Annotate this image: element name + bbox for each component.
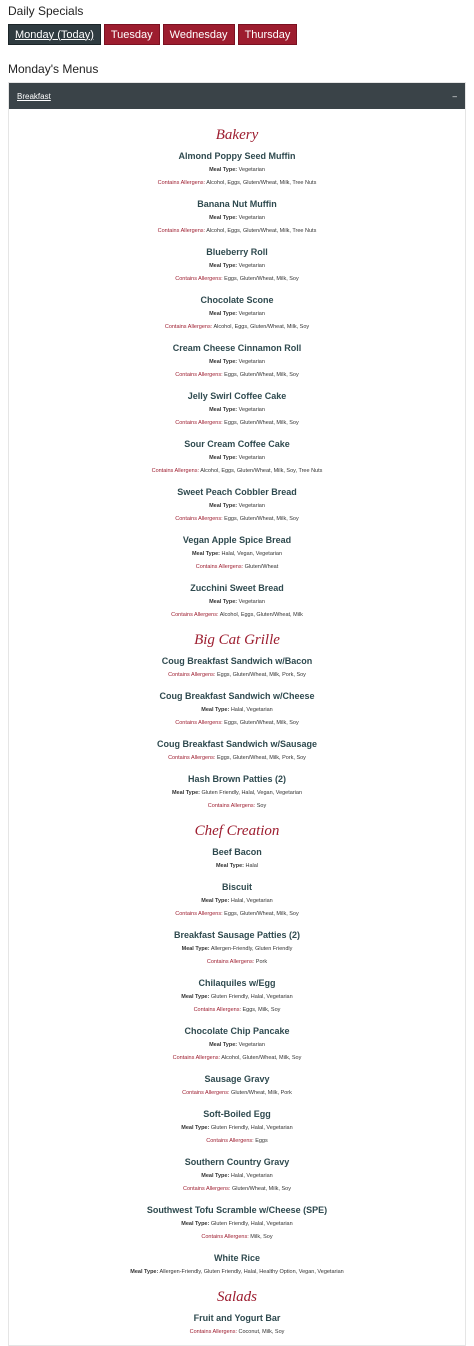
day-tabs	[8, 24, 466, 45]
menu-item-name[interactable]: Hash Brown Patties (2)	[187, 774, 287, 784]
allergens-value: Alcohol, Eggs, Gluten/Wheat, Milk, Soy	[213, 324, 310, 330]
meal-type-label: Meal Type:	[209, 1042, 238, 1048]
menu-item	[9, 927, 465, 969]
meal-type-line	[9, 452, 465, 465]
meal-type-value: Vegetarian	[238, 503, 265, 509]
page-title: Daily Specials	[8, 4, 84, 18]
menu-item	[9, 244, 465, 286]
meal-type-line	[9, 860, 465, 873]
allergens-line	[9, 369, 465, 382]
menu-item	[9, 771, 465, 813]
station-name: Bakery	[215, 127, 259, 143]
meal-type-line	[9, 943, 465, 956]
menu-item-name[interactable]: Biscuit	[221, 882, 252, 892]
meal-type-label: Meal Type:	[181, 994, 210, 1000]
allergens-line	[9, 561, 465, 574]
allergens-label: Contains Allergens:	[189, 1329, 237, 1335]
collapse-icon[interactable]: –	[452, 91, 457, 101]
day-tab[interactable]: Tuesday	[104, 24, 160, 45]
allergens-line	[9, 1135, 465, 1148]
allergens-label: Contains Allergens:	[206, 1138, 254, 1144]
station-section	[9, 127, 465, 622]
menu-item-name[interactable]: Fruit and Yogurt Bar	[193, 1313, 281, 1323]
meal-type-value: Vegetarian	[238, 311, 265, 317]
meal-type-label: Meal Type:	[181, 1125, 210, 1131]
allergens-label: Contains Allergens:	[157, 180, 206, 186]
meal-type-value: Halal, Vegetarian	[230, 1173, 273, 1179]
menu-item	[9, 879, 465, 921]
menu-item	[9, 1250, 465, 1279]
allergens-line	[9, 513, 465, 526]
menu-item-name[interactable]: Coug Breakfast Sandwich w/Bacon	[161, 656, 313, 666]
meal-type-value: Vegetarian	[238, 599, 265, 605]
meal-type-line	[9, 260, 465, 273]
allergens-label: Contains Allergens:	[151, 468, 199, 474]
allergens-line	[9, 908, 465, 921]
allergens-label: Contains Allergens:	[164, 324, 213, 330]
station-section	[9, 1289, 465, 1339]
menu-item	[9, 1106, 465, 1148]
allergens-label: Contains Allergens:	[175, 372, 223, 378]
allergens-value: Eggs, Gluten/Wheat, Milk, Soy	[224, 516, 299, 522]
allergens-line	[9, 225, 465, 238]
meal-type-value: Vegetarian	[238, 167, 265, 173]
meal-type-value: Halal, Vegetarian	[230, 898, 273, 904]
meal-type-label: Meal Type:	[201, 898, 230, 904]
menu-item	[9, 1154, 465, 1196]
meal-type-label: Meal Type:	[201, 1173, 230, 1179]
meal-type-label: Meal Type:	[191, 551, 220, 557]
allergens-value: Alcohol, Eggs, Gluten/Wheat, Milk, Tree Nuts	[206, 180, 317, 186]
menu-item-name[interactable]: Chilaquiles w/Egg	[198, 978, 276, 988]
allergens-value: Eggs, Gluten/Wheat, Milk, Pork, Soy	[216, 672, 306, 678]
menu-item-name[interactable]: Coug Breakfast Sandwich w/Sausage	[156, 739, 318, 749]
allergens-label: Contains Allergens:	[171, 612, 219, 618]
menu-item-name[interactable]: Southern Country Gravy	[184, 1157, 290, 1167]
meal-type-label: Meal Type:	[201, 707, 230, 713]
meal-type-line	[9, 1122, 465, 1135]
menu-item	[9, 1023, 465, 1065]
meal-type-line	[9, 1039, 465, 1052]
station-name: Salads	[216, 1289, 257, 1305]
allergens-label: Contains Allergens:	[175, 720, 223, 726]
allergens-line	[9, 752, 465, 765]
meal-type-line	[9, 548, 465, 561]
day-tab[interactable]: Wednesday	[163, 24, 235, 45]
meal-type-value: Gluten Friendly, Halal, Vegetarian	[210, 1125, 293, 1131]
meal-type-line	[9, 164, 465, 177]
menu-item	[9, 436, 465, 478]
meal-type-label: Meal Type:	[130, 1269, 159, 1275]
station-name: Chef Creation	[194, 823, 280, 839]
station-section	[9, 632, 465, 813]
meal-type-value: Vegetarian	[238, 359, 265, 365]
allergens-value: Coconut, Milk, Soy	[238, 1329, 285, 1335]
allergens-line	[9, 273, 465, 286]
menu-item	[9, 653, 465, 682]
allergens-label: Contains Allergens:	[195, 564, 244, 570]
menu-item-name[interactable]: Coug Breakfast Sandwich w/Cheese	[159, 691, 315, 701]
allergens-value: Eggs, Gluten/Wheat, Milk, Soy	[224, 720, 299, 726]
allergens-label: Contains Allergens:	[183, 1186, 231, 1192]
day-tab[interactable]: Thursday	[238, 24, 298, 45]
menus-title: Monday's Menus	[8, 62, 99, 76]
menu-item	[9, 532, 465, 574]
allergens-line	[9, 1326, 465, 1339]
allergens-line	[9, 800, 465, 813]
allergens-line	[9, 956, 465, 969]
menu-item-name[interactable]: White Rice	[213, 1253, 260, 1263]
allergens-label: Contains Allergens:	[175, 276, 223, 282]
menu-item	[9, 148, 465, 190]
menu-item	[9, 1310, 465, 1339]
allergens-value: Eggs, Gluten/Wheat, Milk, Pork, Soy	[216, 755, 306, 761]
allergens-line	[9, 1231, 465, 1244]
meal-type-label: Meal Type:	[181, 946, 210, 952]
meal-type-label: Meal Type:	[215, 863, 244, 869]
allergens-label: Contains Allergens:	[175, 420, 223, 426]
allergens-line	[9, 717, 465, 730]
allergens-value: Alcohol, Eggs, Gluten/Wheat, Milk, Soy, Tree Nuts	[200, 468, 323, 474]
menu-item-name[interactable]: Beef Bacon	[212, 847, 262, 857]
meal-type-label: Meal Type:	[209, 215, 238, 221]
allergens-value: Pork	[255, 959, 268, 965]
meal-type-value: Vegetarian	[238, 455, 265, 461]
meal-type-line	[9, 1266, 465, 1279]
allergens-line	[9, 177, 465, 190]
allergens-value: Soy	[256, 803, 267, 809]
page	[0, 4, 474, 1346]
meal-type-line	[9, 500, 465, 513]
allergens-value: Alcohol, Gluten/Wheat, Milk, Soy	[221, 1055, 302, 1061]
meal-accordion	[8, 82, 466, 1346]
allergens-value: Gluten/Wheat	[244, 564, 279, 570]
menu-item	[9, 292, 465, 334]
menu-item-name[interactable]: Vegan Apple Spice Bread	[182, 535, 292, 545]
meal-type-label: Meal Type:	[209, 407, 238, 413]
allergens-label: Contains Allergens:	[168, 672, 216, 678]
meal-type-value: Allergen-Friendly, Gluten Friendly, Halal, Healthy Option, Vegan, Vegetarian	[159, 1269, 344, 1275]
allergens-value: Gluten/Wheat, Milk, Soy	[231, 1186, 291, 1192]
allergens-label: Contains Allergens:	[168, 755, 216, 761]
menu-item-name[interactable]: Cream Cheese Cinnamon Roll	[172, 343, 302, 353]
meal-type-label: Meal Type:	[181, 1221, 210, 1227]
menu-item-name[interactable]: Sweet Peach Cobbler Bread	[177, 487, 297, 497]
menu-item	[9, 736, 465, 765]
meal-type-line	[9, 704, 465, 717]
allergens-line	[9, 669, 465, 682]
meal-type-value: Halal	[245, 863, 259, 869]
allergens-label: Contains Allergens:	[182, 1090, 230, 1096]
menu-item-name[interactable]: Breakfast Sausage Patties (2)	[173, 930, 301, 940]
menu-item-name[interactable]: Almond Poppy Seed Muffin	[178, 151, 296, 161]
meal-type-value: Vegetarian	[238, 1042, 265, 1048]
meal-type-label: Meal Type:	[171, 790, 200, 796]
allergens-line	[9, 1183, 465, 1196]
meal-type-value: Vegetarian	[238, 263, 265, 269]
meal-type-value: Halal, Vegan, Vegetarian	[221, 551, 283, 557]
allergens-label: Contains Allergens:	[175, 516, 223, 522]
allergens-label: Contains Allergens:	[201, 1234, 249, 1240]
accordion-header-breakfast[interactable]	[9, 83, 465, 109]
allergens-value: Alcohol, Eggs, Gluten/Wheat, Milk, Tree Nuts	[206, 228, 317, 234]
menu-item	[9, 844, 465, 873]
allergens-value: Gluten/Wheat, Milk, Pork	[231, 1090, 292, 1096]
day-tab[interactable]: Monday (Today)	[8, 24, 101, 45]
meal-type-line	[9, 596, 465, 609]
allergens-value: Eggs, Gluten/Wheat, Milk, Soy	[224, 276, 299, 282]
meal-type-label: Meal Type:	[209, 599, 238, 605]
allergens-line	[9, 465, 465, 478]
meal-type-label: Meal Type:	[209, 455, 238, 461]
allergens-value: Eggs, Gluten/Wheat, Milk, Soy	[224, 420, 299, 426]
meal-type-line	[9, 404, 465, 417]
meal-type-line	[9, 356, 465, 369]
menu-item	[9, 580, 465, 622]
meal-type-value: Vegetarian	[238, 407, 265, 413]
menu-item-name[interactable]: Soft-Boiled Egg	[203, 1109, 271, 1119]
allergens-label: Contains Allergens:	[157, 228, 206, 234]
menu-item-name[interactable]: Sausage Gravy	[204, 1074, 270, 1084]
station-name: Big Cat Grille	[194, 632, 280, 648]
meal-type-label: Meal Type:	[209, 359, 238, 365]
menu-item	[9, 1202, 465, 1244]
allergens-value: Eggs, Gluten/Wheat, Milk, Soy	[224, 372, 299, 378]
allergens-line	[9, 417, 465, 430]
meal-type-value: Gluten Friendly, Halal, Vegetarian	[210, 994, 293, 1000]
menu-item-name[interactable]: Zucchini Sweet Bread	[190, 583, 284, 593]
meal-type-line	[9, 1170, 465, 1183]
meal-type-label: Meal Type:	[209, 503, 238, 509]
meal-type-value: Gluten Friendly, Halal, Vegetarian	[210, 1221, 293, 1227]
menu-item	[9, 975, 465, 1017]
meal-type-value: Allergen-Friendly, Gluten Friendly	[210, 946, 293, 952]
allergens-line	[9, 1087, 465, 1100]
meal-type-line	[9, 308, 465, 321]
allergens-line	[9, 609, 465, 622]
station-section	[9, 823, 465, 1279]
meal-type-value: Vegetarian	[238, 215, 265, 221]
menu-item-name[interactable]: Banana Nut Muffin	[197, 199, 277, 209]
allergens-value: Eggs, Milk, Soy	[242, 1007, 281, 1013]
menu-item-name[interactable]: Southwest Tofu Scramble w/Cheese (SPE)	[146, 1205, 328, 1215]
meal-type-value: Halal, Vegetarian	[230, 707, 273, 713]
allergens-label: Contains Allergens:	[206, 959, 255, 965]
meal-type-label: Meal Type:	[209, 263, 238, 269]
allergens-line	[9, 321, 465, 334]
allergens-value: Eggs, Gluten/Wheat, Milk, Soy	[224, 911, 299, 917]
accordion-body	[9, 109, 465, 1339]
menu-item	[9, 1071, 465, 1100]
menu-item	[9, 340, 465, 382]
menu-item	[9, 388, 465, 430]
meal-type-line	[9, 787, 465, 800]
allergens-value: Alcohol, Eggs, Gluten/Wheat, Milk	[219, 612, 303, 618]
allergens-label: Contains Allergens:	[193, 1007, 241, 1013]
meal-type-line	[9, 1218, 465, 1231]
allergens-label: Contains Allergens:	[175, 911, 223, 917]
meal-type-line	[9, 212, 465, 225]
menu-item-name[interactable]: Jelly Swirl Coffee Cake	[187, 391, 287, 401]
meal-type-label: Meal Type:	[209, 167, 238, 173]
meal-type-line	[9, 895, 465, 908]
meal-type-value: Gluten Friendly, Halal, Vegan, Vegetarian	[201, 790, 303, 796]
meal-type-label: Meal Type:	[209, 311, 238, 317]
menu-item-name[interactable]: Chocolate Scone	[200, 295, 274, 305]
menu-item	[9, 484, 465, 526]
allergens-label: Contains Allergens:	[172, 1055, 221, 1061]
menu-item-name[interactable]: Chocolate Chip Pancake	[184, 1026, 290, 1036]
menu-item	[9, 196, 465, 238]
allergens-value: Eggs	[255, 1138, 268, 1144]
menu-item-name[interactable]: Sour Cream Coffee Cake	[184, 439, 290, 449]
accordion-label[interactable]: Breakfast	[17, 91, 51, 101]
menu-item-name[interactable]: Blueberry Roll	[206, 247, 268, 257]
allergens-line	[9, 1004, 465, 1017]
allergens-line	[9, 1052, 465, 1065]
menu-item	[9, 688, 465, 730]
allergens-label: Contains Allergens:	[207, 803, 256, 809]
allergens-value: Milk, Soy	[250, 1234, 273, 1240]
meal-type-line	[9, 991, 465, 1004]
